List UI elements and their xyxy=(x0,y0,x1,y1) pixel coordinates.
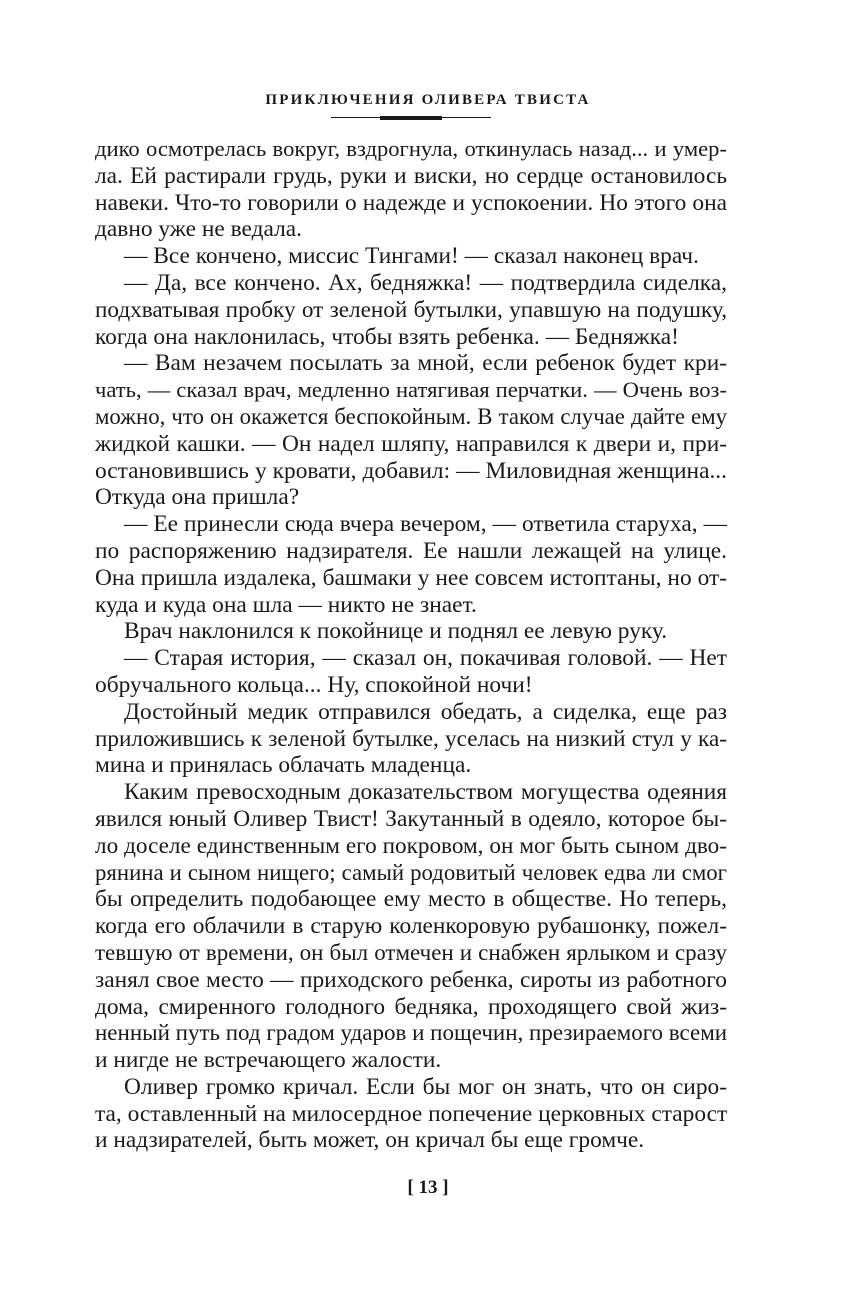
text-line: — Вам незачем посылать за мной, если ребенок будет кри- xyxy=(124,350,727,377)
text-line: обручального кольца... Ну, спокойной ночи! xyxy=(95,671,533,698)
text-line: Каким превосходным доказательством могущества одеяния xyxy=(124,779,727,806)
text-line: явился юный Оливер Твист! Закутанный в одеяло, которое бы- xyxy=(95,805,727,832)
text-line: ла. Ей растирали грудь, руки и виски, но сердце остановилось xyxy=(95,162,727,189)
text-line: Она пришла издалека, башмаки у нее совсем истоптаны, но от- xyxy=(95,564,727,591)
text-line: дико осмотрелась вокруг, вздрогнула, откинулась назад... и умер- xyxy=(95,136,727,161)
page-number: [ 13 ] xyxy=(407,1177,449,1198)
text-line: тевшую от времени, он был отмечен и снабжен ярлыком и сразу xyxy=(95,939,727,965)
text-line: подхватывая пробку от зеленой бутылки, упавшую на подушку, xyxy=(95,296,727,323)
text-line: можно, что он окажется беспокойным. В таком случае дайте ему xyxy=(95,403,727,429)
text-line: остановившись у кровати, добавил: — Миловидная женщина... xyxy=(95,457,727,484)
text-line: давно уже не ведала. xyxy=(95,216,302,243)
text-line: ненный путь под градом ударов и пощечин, презираемого всеми xyxy=(95,1020,728,1046)
text-line: и надзирателей, быть может, он кричал бы еще громче. xyxy=(95,1127,645,1154)
text-line: и нигде не встречающего жалости. xyxy=(95,1047,442,1074)
text-line: когда его облачили в старую коленкоровую рубашонку, пожел- xyxy=(95,913,727,940)
text-line: когда она наклонилась, чтобы взять ребенка. — Бедняжка! xyxy=(95,323,679,350)
text-line: ло доселе единственным его покровом, он мог быть сыном дво- xyxy=(95,832,727,859)
text-line: — Ее принесли сюда вчера вечером, — ответила старуха, — xyxy=(124,511,727,538)
text-line: по распоряжению надзирателя. Ее нашли лежащей на улице. xyxy=(95,537,727,564)
text-line: Откуда она пришла? xyxy=(95,484,300,511)
text-line: дома, смиренного голодного бедняка, проходящего свой жиз- xyxy=(95,993,727,1020)
text-line: — Да, все кончено. Ах, бедняжка! — подтвердила сиделка, xyxy=(124,269,727,296)
text-line: куда и куда она шла — никто не знает. xyxy=(95,591,477,618)
text-line: — Старая история, — сказал он, покачивая головой. — Нет xyxy=(124,645,727,672)
text-line: чать, — сказал врач, медленно натягивая перчатки. — Очень воз- xyxy=(95,377,727,403)
text-line: рянина и сыном нищего; самый родовитый человек едва ли смог xyxy=(95,859,727,885)
text-line: навеки. Что-то говорили о надежде и успокоении. Но этого она xyxy=(95,189,727,216)
text-line: Врач наклонился к покойнице и поднял ее левую руку. xyxy=(124,618,668,645)
text-line: приложившись к зеленой бутылке, уселась на низкий стул у ка- xyxy=(95,725,727,752)
text-line: Оливер громко кричал. Если бы мог он знать, что он сиро- xyxy=(124,1073,727,1100)
text-line: мина и принялась облачать младенца. xyxy=(95,752,472,779)
text-line: та, оставленный на милосердное попечение церковных старост xyxy=(95,1100,728,1127)
body-text xyxy=(95,136,727,1154)
running-head: ПРИКЛЮЧЕНИЯ ОЛИВЕРА ТВИСТА xyxy=(265,92,591,108)
running-head-rule-accent xyxy=(380,116,442,120)
text-line: занял свое место — приходского ребенка, сироты из работного xyxy=(95,966,727,993)
text-line: — Все кончено, миссис Тингами! — сказал наконец врач. xyxy=(124,243,699,270)
text-line: жидкой кашки. — Он надел шляпу, направился к двери и, при- xyxy=(95,430,727,457)
text-line: бы определить подобающее ему место в обществе. Но теперь, xyxy=(95,886,727,913)
text-line: Достойный медик отправился обедать, а сиделка, еще раз xyxy=(124,698,727,725)
